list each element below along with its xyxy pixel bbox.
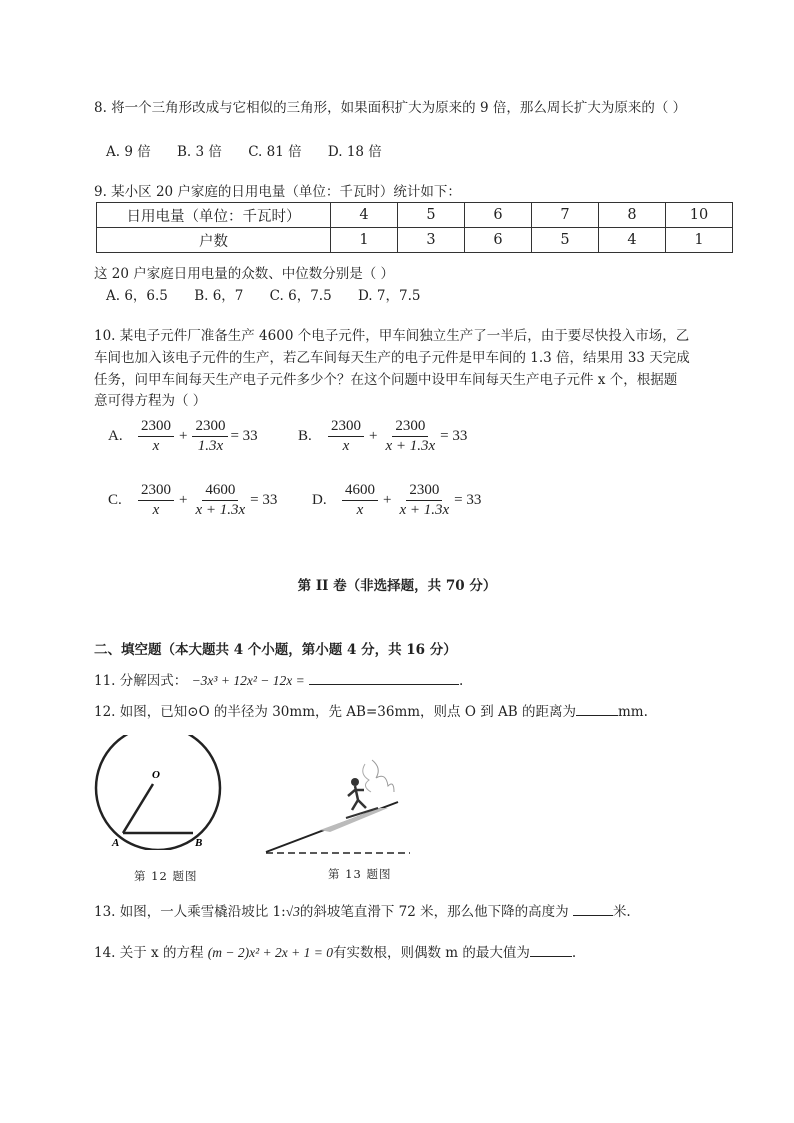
q9-option-a: A. 6，6.5 — [106, 288, 168, 304]
table-cell: 8 — [599, 203, 666, 228]
q14-prefix: 14. 关于 x 的方程 — [94, 945, 204, 961]
part2-title: 二、填空题（本大题共 4 个小题，第小题 4 分，共 16 分） — [94, 642, 457, 658]
option-label: B. — [298, 428, 312, 444]
rhs: = 33 — [440, 428, 468, 444]
fraction: $\frac{2300}{x}$ — [328, 418, 364, 455]
q8-option-a: A. 9 倍 — [106, 144, 151, 160]
fraction: $\frac{4600}{x}$ — [342, 482, 378, 519]
person-body — [348, 786, 366, 810]
option-label: D. — [312, 492, 327, 508]
q9-option-b: B. 6，7 — [194, 288, 244, 304]
table-row — [97, 228, 733, 253]
radius-oa — [123, 784, 153, 833]
fraction: $\frac{4600}{x + 1.3x}$ — [195, 482, 246, 518]
fraction: $\frac{2300}{x}$ — [138, 418, 174, 455]
q10-option-b: B. $\frac{2300}{x}$ + $\frac{2300}{x + 1.3x}$ = 33 — [298, 418, 468, 454]
table-cell: 6 — [465, 203, 532, 228]
option-label: C. — [108, 492, 122, 508]
q10-line3: 任务，问甲车间每天生产电子元件多少个？在这个问题中设甲车间每天生产电子元件 x 个，根据题 — [94, 372, 678, 388]
table-cell: 4 — [331, 203, 398, 228]
q10-line4: 意可得方程为（ ） — [94, 393, 207, 409]
q9-option-c: C. 6，7.5 — [269, 288, 332, 304]
q10-option-d: D. $\frac{4600}{x}$ + $\frac{2300}{x + 1.3x}$ = 33 — [312, 482, 482, 518]
table-cell: 6 — [465, 228, 532, 253]
q9-question: 这 20 户家庭日用电量的众数、中位数分别是（ ） — [94, 266, 395, 282]
label-a: A — [112, 837, 120, 849]
snow-plume — [363, 764, 371, 792]
label-b: B — [195, 837, 203, 849]
rhs: = 33 — [454, 492, 482, 508]
table-cell: 7 — [532, 203, 599, 228]
q8-option-d: D. 18 倍 — [327, 144, 382, 160]
fraction: $\frac{2300}{1.3x}$ — [192, 418, 228, 455]
table-cell: 1 — [666, 228, 733, 253]
q14-answer-blank[interactable] — [530, 944, 572, 957]
q11-expression: −3x³ + 12x² − 12x = — [191, 673, 305, 688]
q13-prefix: 13. 如图，一人乘雪橇沿坡比 1: — [94, 904, 286, 920]
q10-line1: 10. 某电子元件厂准备生产 4600 个电子元件，甲车间独立生产了一半后，由于要尽快投入市场，乙 — [94, 328, 690, 344]
q10-option-c: C. $\frac{2300}{x}$ + $\frac{4600}{x + 1.3x}$ = 33 — [108, 482, 278, 518]
q14-expression: (m − 2)x² + 2x + 1 = 0 — [207, 945, 333, 960]
q8-option-b: B. 3 倍 — [177, 144, 222, 160]
q12-answer-blank[interactable] — [576, 703, 618, 716]
person-head — [351, 778, 359, 786]
q13-middle: 的斜坡笔直滑下 72 米，那么他下降的高度为 — [299, 904, 569, 920]
table-cell: 4 — [599, 228, 666, 253]
snow-plume — [372, 760, 394, 792]
q13-answer-blank[interactable] — [573, 903, 613, 916]
q13-suffix: 米. — [612, 904, 631, 920]
q9-option-d: D. 7，7.5 — [357, 288, 421, 304]
figure-13-sled-slope — [260, 750, 410, 860]
table-cell: 5 — [532, 228, 599, 253]
rhs: = 33 — [230, 428, 258, 444]
q8-text: 8. 将一个三角形改成与它相似的三角形，如果面积扩大为原来的 9 倍，那么周长扩大为原来的（ ） — [94, 100, 687, 116]
label-o: O — [152, 769, 160, 781]
snow-spray — [320, 808, 388, 832]
figure-12-circle — [90, 735, 230, 850]
q10-option-a: A. $\frac{2300}{x}$ + $\frac{2300}{1.3x}$ = 33 — [108, 418, 258, 454]
q13 — [94, 900, 631, 920]
q11 — [94, 669, 463, 689]
figure-12-caption: 第 12 题图 — [134, 869, 198, 883]
q11-answer-blank[interactable] — [309, 672, 459, 685]
table-cell: 1 — [331, 228, 398, 253]
q12-suffix: mm. — [617, 704, 648, 720]
option-label: A. — [108, 428, 123, 444]
electricity-table — [96, 202, 733, 253]
section-title: 第 II 卷（非选择题，共 70 分） — [297, 578, 497, 594]
q8-option-c: C. 81 倍 — [248, 144, 302, 160]
fraction: $\frac{2300}{x}$ — [138, 482, 174, 519]
table-row — [97, 203, 733, 228]
q14 — [94, 941, 576, 961]
table-cell: 10 — [666, 203, 733, 228]
fraction: $\frac{2300}{x + 1.3x}$ — [399, 482, 450, 518]
q8-options — [106, 140, 404, 160]
q11-prefix: 11. 分解因式： — [94, 673, 188, 689]
fraction: $\frac{2300}{x + 1.3x}$ — [385, 418, 436, 454]
table-header-households: 户数 — [97, 228, 331, 253]
q13-sqrt: √3 — [285, 904, 300, 919]
q9-text: 9. 某小区 20 户家庭的日用电量（单位：千瓦时）统计如下： — [94, 184, 461, 200]
table-cell: 3 — [398, 228, 465, 253]
q14-suffix: . — [571, 945, 577, 961]
table-header-usage: 日用电量（单位：千瓦时） — [97, 203, 331, 228]
q12-text: 12. 如图，已知⊙O 的半径为 30mm，先 AB=36mm，则点 O 到 AB 的距离为 — [94, 704, 576, 720]
rhs: = 33 — [250, 492, 278, 508]
q12 — [94, 700, 648, 720]
q14-middle: 有实数根，则偶数 m 的最大值为 — [332, 945, 530, 961]
q10-line2: 车间也加入该电子元件的生产，若乙车间每天生产的电子元件是甲车间的 1.3 倍，结果用 33 天完成 — [94, 350, 690, 366]
figure-13-caption: 第 13 题图 — [328, 867, 392, 881]
q11-suffix: . — [459, 673, 464, 689]
table-cell: 5 — [398, 203, 465, 228]
q9-options — [106, 284, 442, 304]
